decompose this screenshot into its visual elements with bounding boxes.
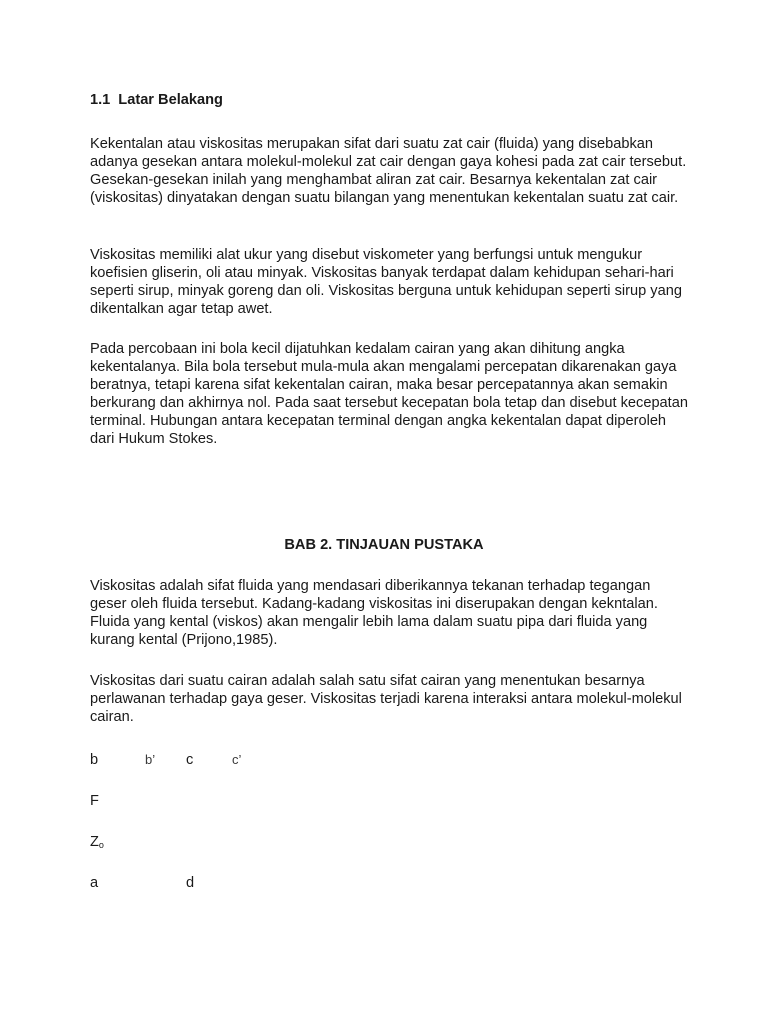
paragraph-gaya-geser: Viskositas dari suatu cairan adalah salah satu sifat cairan yang menentukan besarnya perlawanan terhadap gaya geser. Viskositas terjadi karena interaksi antara molekul-molekul cairan. — [90, 673, 682, 726]
figure-label-z: Z — [90, 834, 99, 850]
section-number: 1.1 — [90, 92, 111, 108]
paragraph-viskometer: Viskositas memiliki alat ukur yang disebut viskometer yang berfungsi untuk mengukur koefisien gliserin, oli atau minyak. Viskositas banyak terdapat dalam kehidupan sehari-hari seperti sirup, minyak goreng dan oli. Viskositas berguna untuk kehidupan seperti sirup yang dikentalkan agar tetap awet. — [90, 247, 682, 318]
paragraph-percobaan: Pada percobaan ini bola kecil dijatuhkan kedalam cairan yang akan dihitung angka kekentalanya. Bila bola tersebut mula-mula akan mengalami percepatan dikarenakan gaya beratnya, tetapi karena sifat kekentalan cairan, maka besar percepatannya akan semakin berkurang dan akhirnya nol. Pada saat tersebut kecepatan bola tetap dan disebut kecepatan terminal. Hubungan antara kecepatan terminal dengan angka kekentalan dapat diperoleh dari Hukum Stokes. — [90, 341, 688, 448]
section-title: Latar Belakang — [118, 92, 223, 108]
figure-label-z-subscript: o — [98, 840, 104, 850]
figure-label-b-prime: b’ — [145, 752, 156, 767]
figure-label-force: F — [90, 793, 99, 809]
figure-label-c: c — [186, 752, 194, 768]
figure-label-d: d — [186, 875, 195, 891]
figure-label-b: b — [90, 752, 99, 768]
figure-label-z0 — [90, 833, 104, 854]
paragraph-kekentalan: Kekentalan atau viskositas merupakan sifat dari suatu zat cair (fluida) yang disebabkan adanya gesekan antara molekul-molekul zat cair dengan gaya kohesi pada zat cair tersebut. Gesekan-gesekan inilah yang menghambat aliran zat cair. Besarnya kekentalan zat cair (viskositas) dinyatakan dengan suatu bilangan yang menentukan kekentalan suatu zat cair. — [90, 136, 687, 207]
paragraph-definisi-viskositas: Viskositas adalah sifat fluida yang mendasari diberikannya tekanan terhadap tegangan geser oleh fluida tersebut. Kadang-kadang viskositas ini diserupakan dengan kekntalan. Fluida yang kental (viskos) akan mengalir lebih lama dalam suatu pipa dari fluida yang kurang kental (Prijono,1985). — [90, 578, 658, 649]
chapter-heading: BAB 2. TINJAUAN PUSTAKA — [284, 537, 484, 553]
figure-label-a: a — [90, 875, 99, 891]
section-heading — [90, 92, 223, 108]
figure-label-c-prime: c’ — [232, 752, 242, 767]
